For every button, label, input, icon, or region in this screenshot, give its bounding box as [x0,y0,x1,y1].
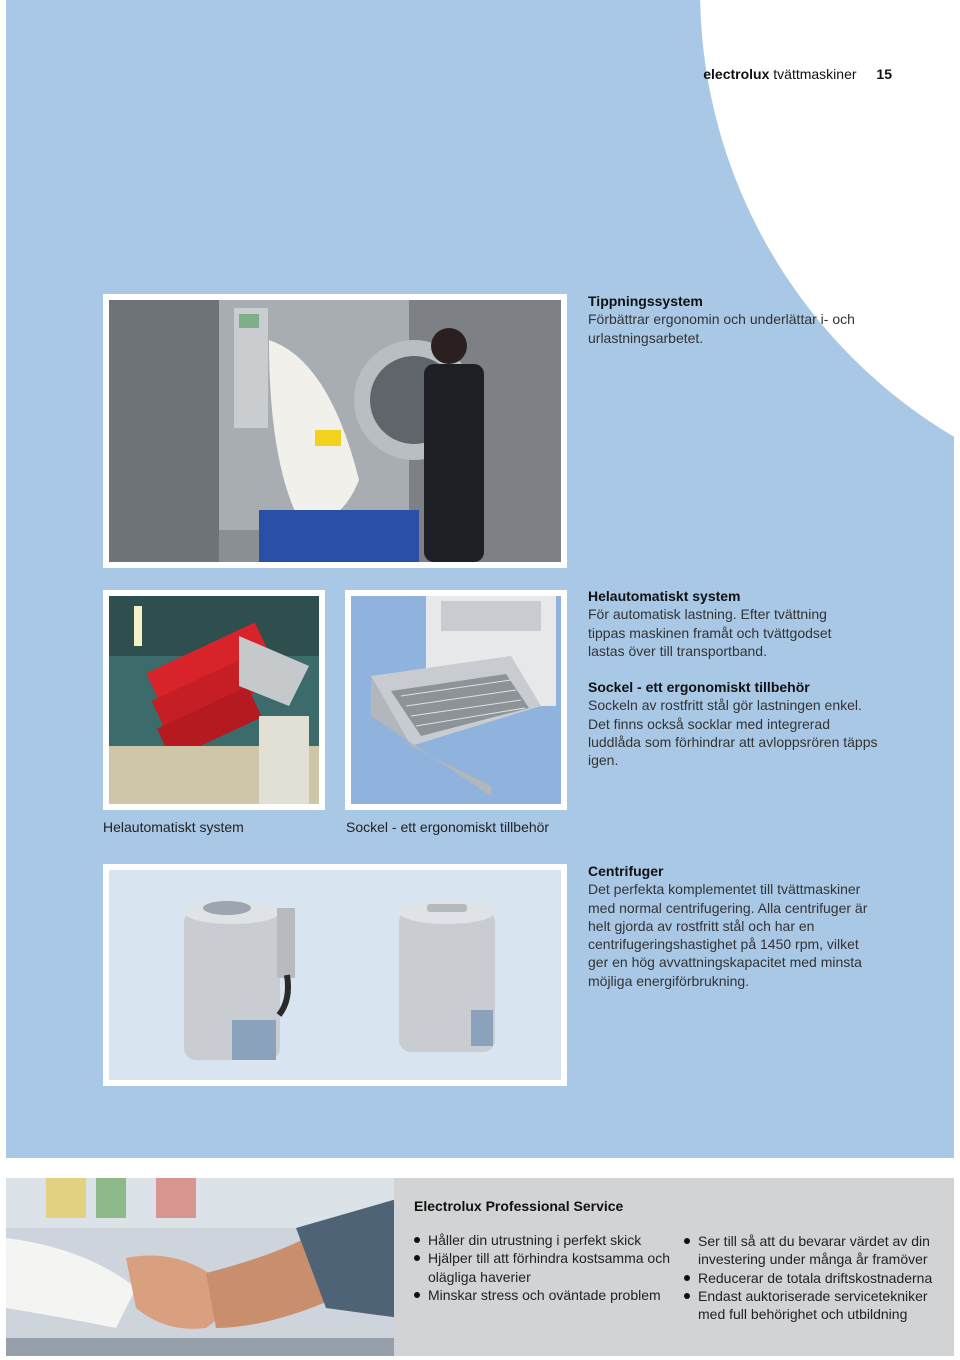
centrifuge-text [588,862,878,990]
section-body: Förbättrar ergonomin och underlättar i- och urlastningsarbetet. [588,311,855,346]
list-item: Endast auktoriserade servicetekniker med full behörighet och utbildning [684,1287,944,1324]
plinth-photo [345,590,567,810]
section-body: För automatisk lastning. Efter tvättning tippas maskinen framåt och tvättgodset lastas över till transportband. [588,606,832,659]
section-title: Helautomatiskt system [588,588,741,604]
section-title: Sockel - ett ergonomiskt tillbehör [588,679,810,695]
list-item: Ser till så att du bevarar värdet av din investering under många år framöver [684,1232,944,1269]
list-item: Reducerar de totala driftskostnaderna [684,1269,944,1287]
page-header [703,66,892,82]
page-number: 15 [876,66,892,82]
section-title: Tippningssystem [588,293,703,309]
plinth-caption: Sockel - ett ergonomiskt tillbehör [346,819,550,835]
service-list-left [414,1231,674,1304]
handshake-photo [6,1178,400,1356]
list-item: Hjälper till att förhindra kostsamma och olägliga haverier [414,1249,674,1286]
section-name: tvättmaskiner [773,66,857,82]
list-item: Håller din utrustning i perfekt skick [414,1231,674,1249]
list-item: Minskar stress och oväntade problem [414,1286,674,1304]
section-body: Det perfekta komplementet till tvättmaskiner med normal centrifugering. Alla centrifuger är helt gjorda av rostfritt stål och har en centrifugeringshastighet på 1450 rpm, vilket ger en hög avvattningskapacitet med minsta möjliga energiförbrukning. [588,881,868,989]
service-list-right [684,1232,944,1323]
plinth-text [588,678,878,769]
automatic-system-caption: Helautomatiskt system [103,819,244,835]
tipping-system-text [588,292,888,347]
brand-name: electrolux [703,66,770,82]
service-title: Electrolux Professional Service [414,1198,624,1214]
automatic-system-text [588,587,868,660]
tipping-system-photo [103,294,567,568]
centrifuge-photo [103,864,567,1086]
automatic-system-photo [103,590,325,810]
section-body: Sockeln av rostfritt stål gör lastningen enkel. Det finns också socklar med integrerad luddlåda som förhindrar att avloppsrören täpps igen. [588,697,878,769]
section-title: Centrifuger [588,863,664,879]
